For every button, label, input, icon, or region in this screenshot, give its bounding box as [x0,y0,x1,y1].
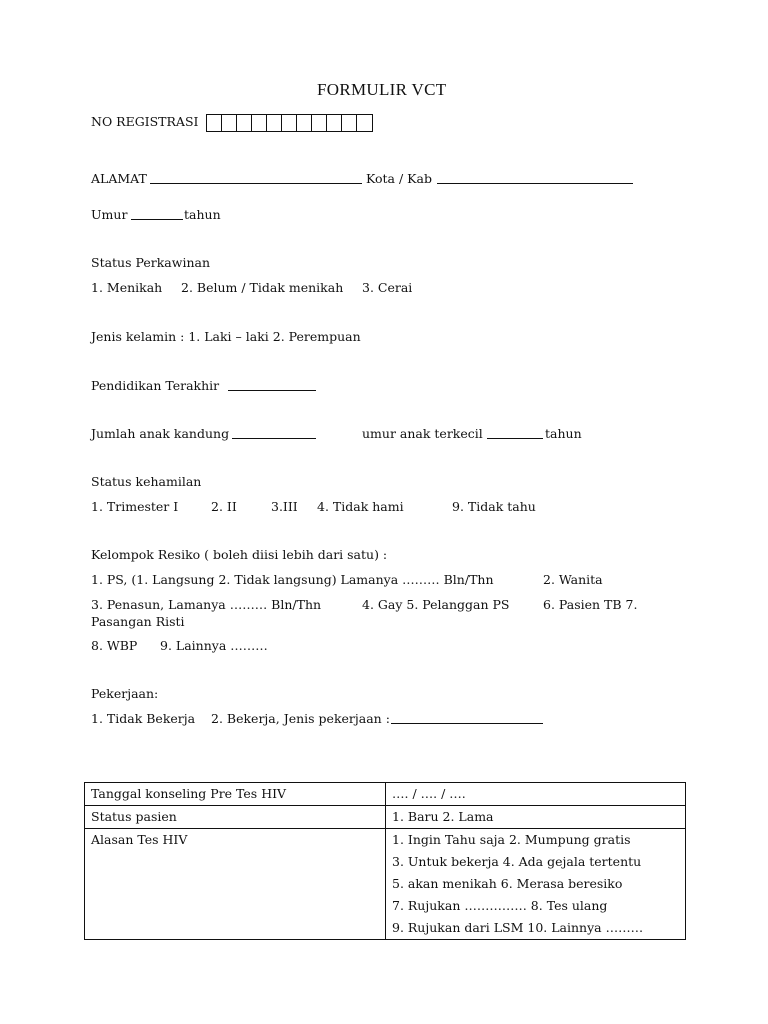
umur-field[interactable] [131,219,183,220]
status-pasien-value[interactable]: 1. Baru 2. Lama [386,806,686,829]
jenis-pekerjaan-field[interactable] [391,723,543,724]
status-pasien-label: Status pasien [85,806,386,829]
reg-digit-box[interactable] [342,115,357,131]
resiko-option-1[interactable]: 1. PS, (1. Langsung 2. Tidak langsung) Lamanya ……… Bln/Thn [91,572,494,587]
pekerjaan-label: Pekerjaan: [91,686,159,701]
alasan-tes-label: Alasan Tes HIV [85,829,386,940]
reg-digit-box[interactable] [357,115,372,131]
tanggal-konseling-value[interactable]: …. / …. / …. [386,783,686,806]
status-perkawinan-label: Status Perkawinan [91,255,211,270]
kehamilan-option-4[interactable]: 4. Tidak hami [317,499,404,514]
reg-digit-box[interactable] [237,115,252,131]
alasan-option[interactable]: 3. Untuk bekerja 4. Ada gejala tertentu [392,854,642,869]
pekerjaan-option-1[interactable]: 1. Tidak Bekerja [91,711,196,726]
table-row [85,783,686,806]
reg-digit-box[interactable] [297,115,312,131]
kehamilan-option-3[interactable]: 3.III [271,499,298,514]
resiko-option-7-continued[interactable]: Pasangan Risti [91,614,185,629]
table-row [85,829,686,940]
alamat-field[interactable] [150,183,362,184]
umur-label: Umur [91,207,128,222]
umur-anak-label: umur anak terkecil [362,426,483,441]
konseling-table [84,782,686,940]
umur-unit: tahun [184,207,221,222]
reg-digit-box[interactable] [222,115,237,131]
resiko-option-4-5[interactable]: 4. Gay 5. Pelanggan PS [362,597,510,612]
resiko-option-9[interactable]: 9. Lainnya ……… [160,638,268,653]
pekerjaan-option-2[interactable]: 2. Bekerja, Jenis pekerjaan : [211,711,390,726]
no-registrasi-label: NO REGISTRASI [91,114,199,129]
resiko-option-3[interactable]: 3. Penasun, Lamanya ……… Bln/Thn [91,597,322,612]
perkawinan-option-2[interactable]: 2. Belum / Tidak menikah [181,280,344,295]
status-kehamilan-label: Status kehamilan [91,474,202,489]
alasan-tes-options [386,829,686,940]
alasan-option[interactable]: 5. akan menikah 6. Merasa beresiko [392,876,623,891]
resiko-option-8[interactable]: 8. WBP [91,638,138,653]
kehamilan-option-9[interactable]: 9. Tidak tahu [452,499,536,514]
umur-anak-unit: tahun [545,426,582,441]
reg-digit-box[interactable] [267,115,282,131]
pendidikan-label: Pendidikan Terakhir [91,378,220,393]
resiko-option-2[interactable]: 2. Wanita [543,572,603,587]
kehamilan-option-1[interactable]: 1. Trimester I [91,499,179,514]
reg-digit-box[interactable] [252,115,267,131]
pendidikan-field[interactable] [228,390,316,391]
alasan-option[interactable]: 9. Rujukan dari LSM 10. Lainnya ……… [392,920,644,935]
reg-digit-box[interactable] [312,115,327,131]
perkawinan-option-3[interactable]: 3. Cerai [362,280,413,295]
form-title: FORMULIR VCT [317,80,447,99]
resiko-option-6-7[interactable]: 6. Pasien TB 7. [543,597,638,612]
alamat-label: ALAMAT [91,171,147,186]
perkawinan-option-1[interactable]: 1. Menikah [91,280,163,295]
kelompok-resiko-label: Kelompok Resiko ( boleh diisi lebih dari satu) : [91,547,388,562]
jenis-kelamin[interactable]: Jenis kelamin : 1. Laki – laki 2. Perempuan [91,329,361,344]
tanggal-konseling-label: Tanggal konseling Pre Tes HIV [85,783,386,806]
kehamilan-option-2[interactable]: 2. II [211,499,237,514]
reg-digit-box[interactable] [327,115,342,131]
jumlah-anak-label: Jumlah anak kandung [91,426,230,441]
alasan-option[interactable]: 7. Rujukan …………… 8. Tes ulang [392,898,608,913]
kota-field[interactable] [437,183,633,184]
table-row [85,806,686,829]
kota-label: Kota / Kab [366,171,432,186]
alasan-option[interactable]: 1. Ingin Tahu saja 2. Mumpung gratis [392,832,631,847]
umur-anak-field[interactable] [487,438,543,439]
no-registrasi-boxes[interactable] [206,114,373,132]
reg-digit-box[interactable] [282,115,297,131]
jumlah-anak-field[interactable] [232,438,316,439]
reg-digit-box[interactable] [207,115,222,131]
